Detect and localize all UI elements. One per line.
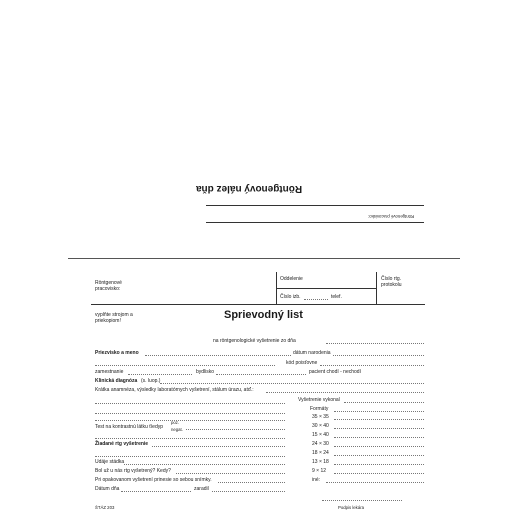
- ward-label: Oddelenie: [280, 276, 303, 282]
- perforation-line: [68, 258, 460, 259]
- header-mid-line: [276, 288, 376, 289]
- format-dots: [334, 437, 424, 438]
- formats-label: Formáty: [310, 406, 329, 412]
- format-item: 15 × 40: [312, 432, 329, 438]
- exam-row-dots: [95, 403, 285, 404]
- format-item: 18 × 24: [312, 450, 329, 456]
- format-dots: [334, 473, 424, 474]
- previous-exam-label: Bol už u nás rtg vyšetrený? Kedy?: [95, 468, 171, 474]
- format-item: 35 × 35: [312, 414, 329, 420]
- format-dots: [334, 419, 424, 420]
- findings-workplace-label: Röntgenové pracovisko:: [368, 214, 415, 219]
- phone-label: telef.: [331, 294, 342, 300]
- exam-done-label: Vyšetrenie vykonal: [298, 397, 340, 403]
- form-code: ŠTÁZ 203: [95, 505, 115, 510]
- previous-exam-dots: [176, 473, 285, 474]
- format-item: 24 × 30: [312, 441, 329, 447]
- diagnosis-label: Klinická diagnóza: [95, 378, 138, 384]
- requested-exam-label: Žiadané rtg vyšetrenie: [95, 441, 149, 447]
- form-title: Sprievodný list: [224, 309, 303, 321]
- format-dots: [334, 446, 424, 447]
- anamnesis-label: Krátka anamnéza, výsledky laboratórnych vyšetrení, stálum úrazu, atď.:: [95, 387, 254, 393]
- blank-row-2: [95, 420, 285, 421]
- residence-label: bydlisko: [196, 369, 215, 375]
- requested-exam-dots: [152, 446, 285, 447]
- diagnosis-suffix: (s. luop.): [141, 378, 161, 384]
- anamnesis-dots: [266, 392, 424, 393]
- patient-state-label: Udáje stádka: [95, 459, 125, 465]
- findings-bottom-line: [206, 222, 424, 223]
- contrast-option-pos: poz.: [171, 420, 180, 425]
- format-item: 9 × 12: [312, 468, 327, 474]
- format-dots: [334, 464, 424, 465]
- signature-label: Podpis lekára: [338, 505, 365, 510]
- form-subtitle: na röntgenologické vyšetrenie zo dňa: [213, 338, 296, 344]
- date-dots: [121, 491, 191, 492]
- format-item: iné:: [312, 477, 321, 483]
- diagnosis-dots: [160, 383, 424, 384]
- name-label: Priezvisko a meno: [95, 350, 139, 356]
- fill-instruction: vyplňte strojom a priekopiom!: [95, 312, 133, 324]
- insurer-label: kód poisťovne: [286, 360, 318, 366]
- row2-dots: [95, 365, 275, 366]
- insurer-dots: [320, 365, 424, 366]
- name-dots: [145, 355, 291, 356]
- employer-label: zamestnanie: [95, 369, 124, 375]
- birth-date-label: dátum narodenia: [293, 350, 331, 356]
- patient-state-dots: [124, 464, 285, 465]
- blank-row-1: [95, 413, 285, 414]
- contrast-dots: [186, 429, 285, 430]
- stamp-dots: [212, 491, 285, 492]
- stamp-label: zaradil: [194, 486, 209, 492]
- room-dots: [304, 299, 328, 300]
- format-item: 13 × 18: [312, 459, 329, 465]
- employer-dots: [128, 374, 192, 375]
- room-label: Číslo izb.: [280, 294, 301, 300]
- birth-date-dots: [333, 355, 424, 356]
- subtitle-dots: [326, 343, 424, 344]
- contrast-test-label: Test na kontrastnú látku ťiedyp: [95, 424, 164, 430]
- contrast-option-neg: negat.: [171, 427, 183, 432]
- repeat-exam-dots: [218, 482, 285, 483]
- blank-row-4: [95, 456, 285, 457]
- exam-done-dots: [344, 402, 424, 403]
- findings-title: Röntgenový nález dňa: [196, 183, 303, 194]
- patient-type-label: pacient chodí - nechodí: [309, 369, 361, 375]
- formats-dots: [334, 411, 424, 412]
- blank-row-3: [95, 438, 285, 439]
- format-dots: [334, 428, 424, 429]
- residence-dots: [216, 374, 306, 375]
- signature-line: [322, 500, 402, 501]
- rtg-workplace-label: Röntgenové pracovisko:: [95, 280, 122, 292]
- header-bottom-line: [91, 304, 425, 305]
- rtg-number-label: Číslo rtg. protokolu: [381, 276, 402, 288]
- header-divider-2: [376, 272, 377, 304]
- format-dots: [326, 482, 424, 483]
- repeat-exam-label: Pri opakovanom vyšetrení prinesie so sebou snímky.: [95, 477, 212, 483]
- format-dots: [334, 455, 424, 456]
- format-item: 30 × 40: [312, 423, 329, 429]
- findings-divider: [206, 205, 424, 206]
- date-label: Dátum dňa: [95, 486, 120, 492]
